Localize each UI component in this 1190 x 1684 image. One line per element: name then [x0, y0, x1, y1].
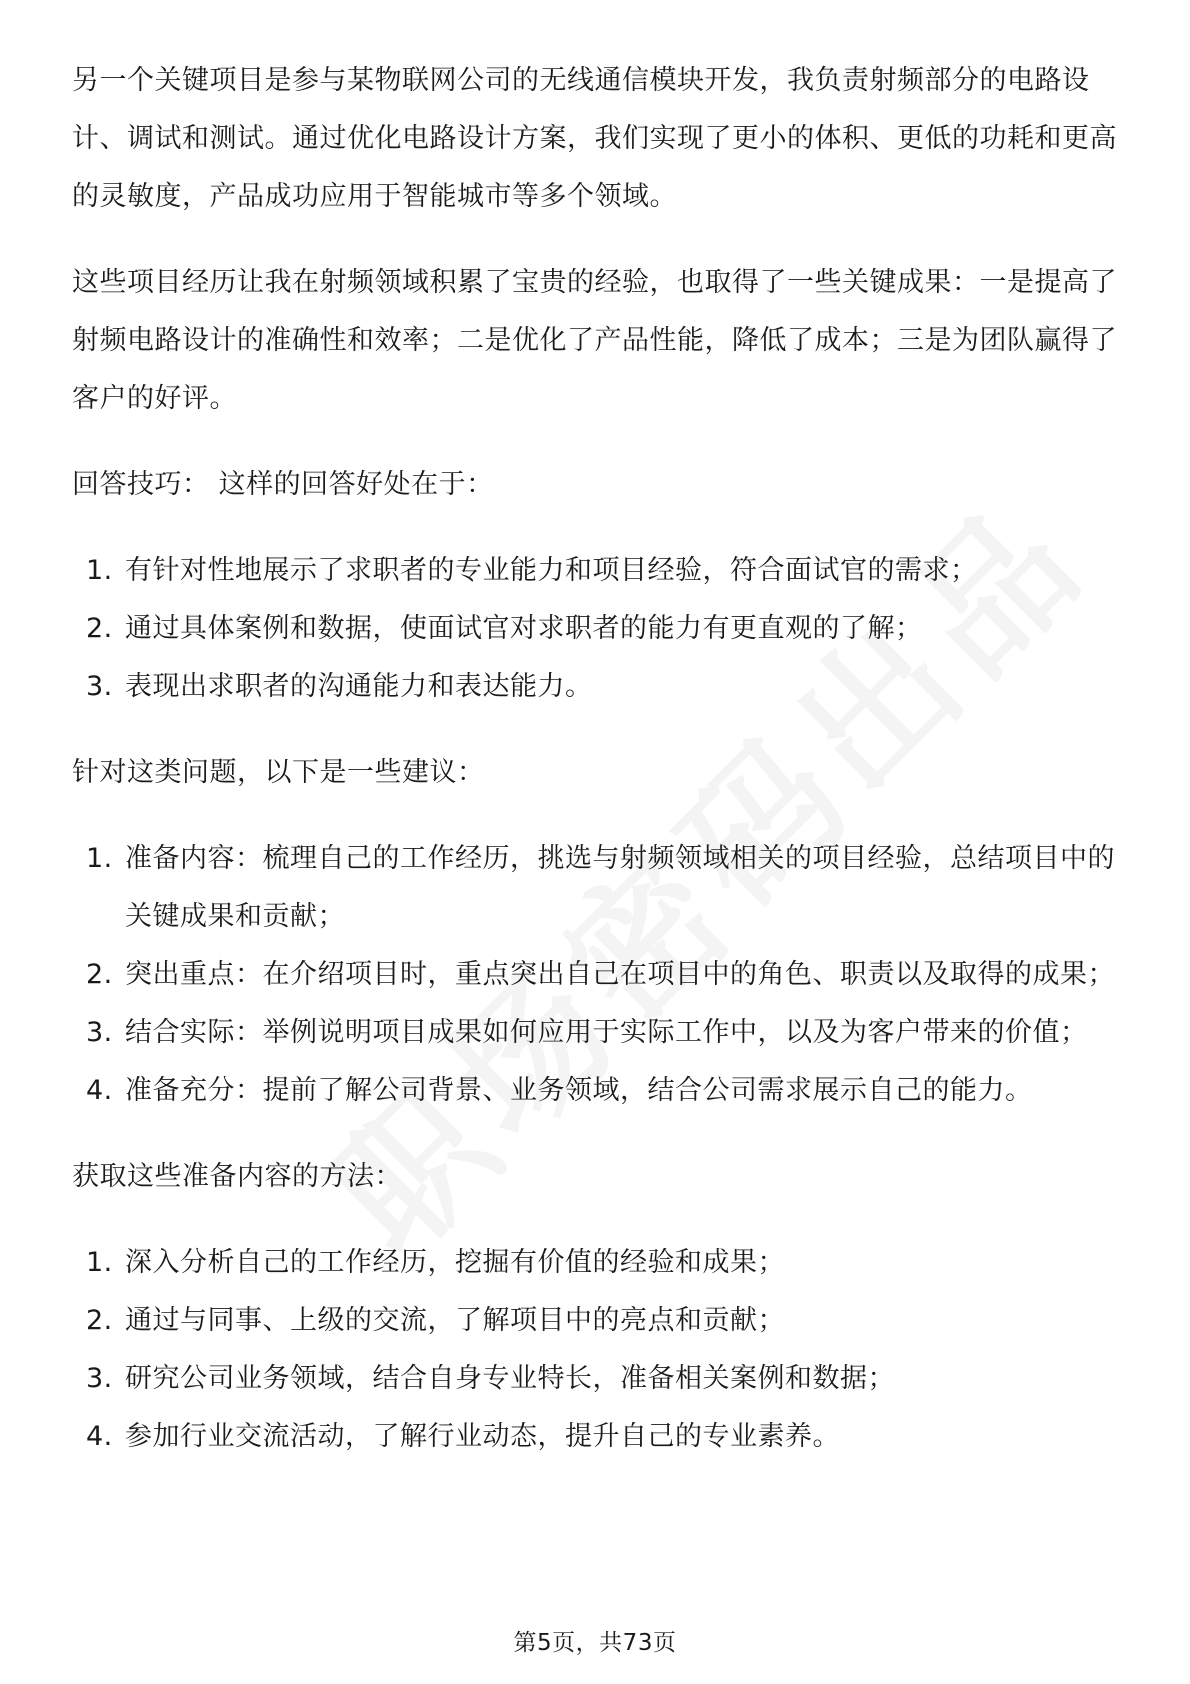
list-item: 1. 深入分析自己的工作经历，挖掘有价值的经验和成果； [86, 1247, 785, 1278]
list-item: 4. 参加行业交流活动，了解行业动态，提升自己的专业素养。 [86, 1421, 840, 1452]
list-item: 1. 有针对性地展示了求职者的专业能力和项目经验，符合面试官的需求； [86, 555, 978, 586]
paragraph-results: 这些项目经历让我在射频领域积累了宝贵的经验，也取得了一些关键成果：一是提高了射频电路设计的准确性和效率；二是优化了产品性能，降低了成本；三是为团队赢得了客户的好评。 [72, 267, 1117, 414]
list-item: 2. 通过具体案例和数据，使面试官对求职者的能力有更直观的了解； [86, 613, 923, 644]
advice-list [72, 830, 1118, 1120]
list-item: 1. 准备内容：梳理自己的工作经历，挑选与射频领域相关的项目经验，总结项目中的关键成果和贡献； [86, 843, 1115, 932]
paragraph-project: 另一个关键项目是参与某物联网公司的无线通信模块开发，我负责射频部分的电路设计、调试和测试。通过优化电路设计方案，我们实现了更小的体积、更低的功耗和更高的灵敏度，产品成功应用于智能城市等多个领域。 [72, 65, 1117, 212]
document-body [72, 52, 1118, 1494]
methods-list [72, 1234, 1118, 1466]
list-item: 2. 通过与同事、上级的交流，了解项目中的亮点和贡献； [86, 1305, 785, 1336]
tips-heading: 回答技巧： 这样的回答好处在于： [72, 469, 494, 500]
page-footer: 第5页，共73页 [513, 1630, 677, 1656]
list-item: 4. 准备充分：提前了解公司背景、业务领域，结合公司需求展示自己的能力。 [86, 1075, 1033, 1106]
methods-heading: 获取这些准备内容的方法： [72, 1161, 402, 1192]
list-item: 3. 表现出求职者的沟通能力和表达能力。 [86, 671, 593, 702]
list-item: 3. 结合实际：举例说明项目成果如何应用于实际工作中，以及为客户带来的价值； [86, 1017, 1088, 1048]
tips-list [72, 542, 1118, 716]
advice-heading: 针对这类问题，以下是一些建议： [72, 757, 485, 788]
list-item: 2. 突出重点：在介绍项目时，重点突出自己在项目中的角色、职责以及取得的成果； [86, 959, 1115, 990]
list-item: 3. 研究公司业务领域，结合自身专业特长，准备相关案例和数据； [86, 1363, 895, 1394]
